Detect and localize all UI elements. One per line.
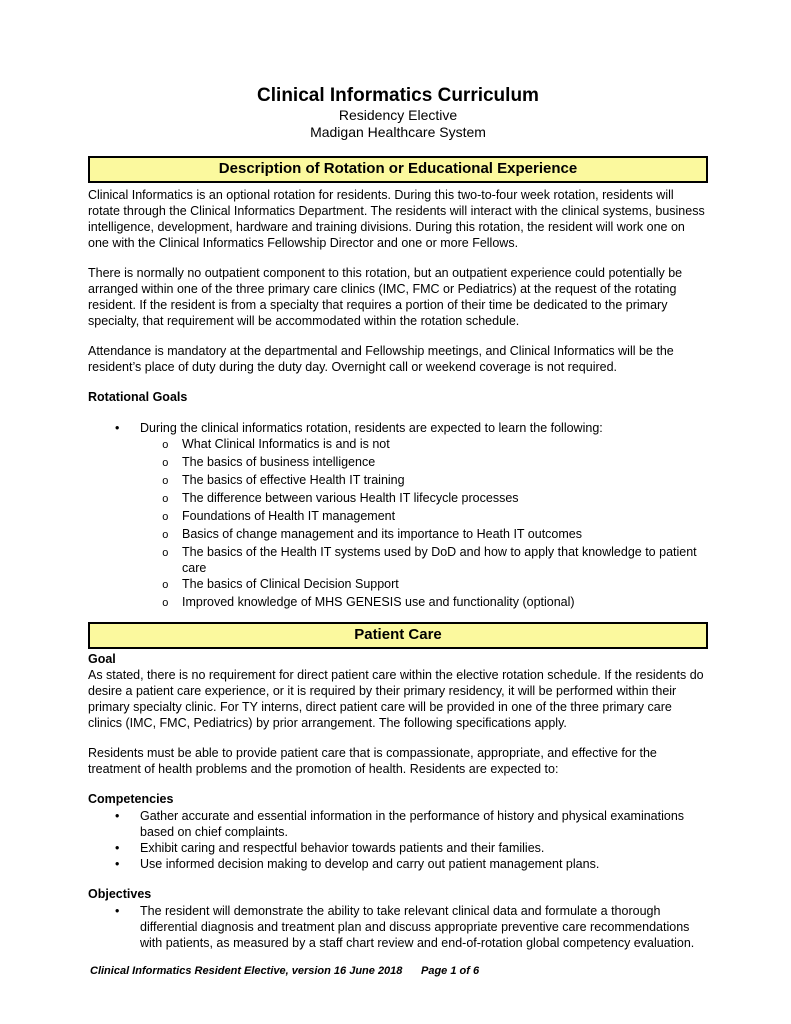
circle-bullet-icon xyxy=(162,544,182,576)
list-item xyxy=(88,436,708,454)
list-item xyxy=(88,903,708,951)
goal-item-text: Basics of change management and its importance to Heath IT outcomes xyxy=(182,527,582,541)
list-item xyxy=(88,490,708,508)
list-item xyxy=(88,508,708,526)
goal-item-text: Foundations of Health IT management xyxy=(182,509,396,523)
list-item xyxy=(88,472,708,490)
list-item xyxy=(88,526,708,544)
page-title: Clinical Informatics Curriculum xyxy=(257,85,539,106)
section-banner-patient-care: Patient Care xyxy=(88,622,708,649)
circle-bullet-icon xyxy=(162,526,182,544)
section-banner-description: Description of Rotation or Educational Experience xyxy=(88,156,708,183)
bullet-icon xyxy=(115,420,140,436)
page-footer xyxy=(90,963,480,979)
goal-item-text: Improved knowledge of MHS GENESIS use and functionality (optional) xyxy=(182,595,575,609)
goal-item-text: The basics of business intelligence xyxy=(182,455,376,469)
heading-competencies: Competencies xyxy=(88,792,174,806)
circle-bullet-icon xyxy=(162,454,182,472)
paragraph-attendance: Attendance is mandatory at the departmental and Fellowship meetings, and Clinical Informatics will be the resident’s place of duty during the duty day. Overnight call or weekend coverage is not required. xyxy=(88,344,674,374)
circle-bullet-icon xyxy=(162,594,182,612)
goal-item-text: The difference between various Health IT lifecycle processes xyxy=(182,491,519,505)
list-item xyxy=(88,856,708,872)
heading-rotational-goals: Rotational Goals xyxy=(88,390,188,404)
goal-item-text: The basics of Clinical Decision Support xyxy=(182,577,399,591)
footer-document-version: Clinical Informatics Resident Elective, version 16 June 2018 xyxy=(90,965,403,977)
paragraph-patient-care-expectations: Residents must be able to provide patient care that is compassionate, appropriate, and effective for the treatment of health problems and the promotion of health. Residents are expected to: xyxy=(88,746,657,776)
list-item xyxy=(88,454,708,472)
paragraph-outpatient: There is normally no outpatient component to this rotation, but an outpatient experience could potentially be arranged within one of the three primary care clinics (IMC, FMC or Pediatrics) at the request of the rotating resident. If the resident is from a specialty that requires a portion of their time be dedicated to the primary specialty, that requirement will be accommodated within the rotation schedule. xyxy=(88,266,683,328)
paragraph-rotation-overview: Clinical Informatics is an optional rotation for residents. During this two-to-four week rotation, residents will rotate through the Clinical Informatics Department. The residents will interact with the clinical systems, business intelligence, development, hardware and training divisions. During this rotation, the resident will work one on one with the Clinical Informatics Fellowship Director and one or more Fellows. xyxy=(88,188,705,250)
list-item xyxy=(88,420,708,436)
competency-item-text: Use informed decision making to develop and carry out patient management plans. xyxy=(140,857,600,871)
objective-item-text: The resident will demonstrate the ability to take relevant clinical data and formulate a thorough differential diagnosis and treatment plan and discuss appropriate preventive care recommendations with patients, as measured by a staff chart review and end-of-rotation global competency evaluation. xyxy=(140,904,695,950)
list-item xyxy=(88,544,708,576)
heading-goal: Goal xyxy=(88,652,116,666)
document-content xyxy=(88,84,708,951)
goal-item-text: What Clinical Informatics is and is not xyxy=(182,437,390,451)
subtitle-residency-elective: Residency Elective xyxy=(338,107,458,123)
circle-bullet-icon xyxy=(162,508,182,526)
goal-item-text: The basics of effective Health IT training xyxy=(182,473,405,487)
circle-bullet-icon xyxy=(162,436,182,454)
list-item xyxy=(88,594,708,612)
bullet-icon xyxy=(115,840,140,856)
circle-bullet-icon xyxy=(162,490,182,508)
bullet-icon xyxy=(115,856,140,872)
competency-item-text: Exhibit caring and respectful behavior towards patients and their families. xyxy=(140,841,545,855)
circle-bullet-icon xyxy=(162,576,182,594)
bullet-icon xyxy=(115,903,140,951)
heading-objectives: Objectives xyxy=(88,887,152,901)
list-item xyxy=(88,808,708,840)
subtitle-organization: Madigan Healthcare System xyxy=(310,124,486,140)
bullet-icon xyxy=(115,808,140,840)
paragraph-goal: As stated, there is no requirement for direct patient care within the elective rotation schedule. If the residents do desire a patient care experience, or it is required by their primary residency, it will be performed within their primary specialty clinic. For TY interns, direct patient care will be provided in one of the three primary care clinics (IMC, FMC, Pediatrics) by prior arrangement. The following specifications apply. xyxy=(88,668,704,730)
list-item xyxy=(88,576,708,594)
goals-intro-text: During the clinical informatics rotation, residents are expected to learn the following: xyxy=(140,421,603,435)
competency-item-text: Gather accurate and essential information in the performance of history and physical examinations based on chief complaints. xyxy=(140,809,685,839)
circle-bullet-icon xyxy=(162,472,182,490)
list-item xyxy=(88,840,708,856)
footer-page-number: Page 1 of 6 xyxy=(421,965,480,977)
goal-item-text: The basics of the Health IT systems used by DoD and how to apply that knowledge to patient care xyxy=(182,545,697,575)
